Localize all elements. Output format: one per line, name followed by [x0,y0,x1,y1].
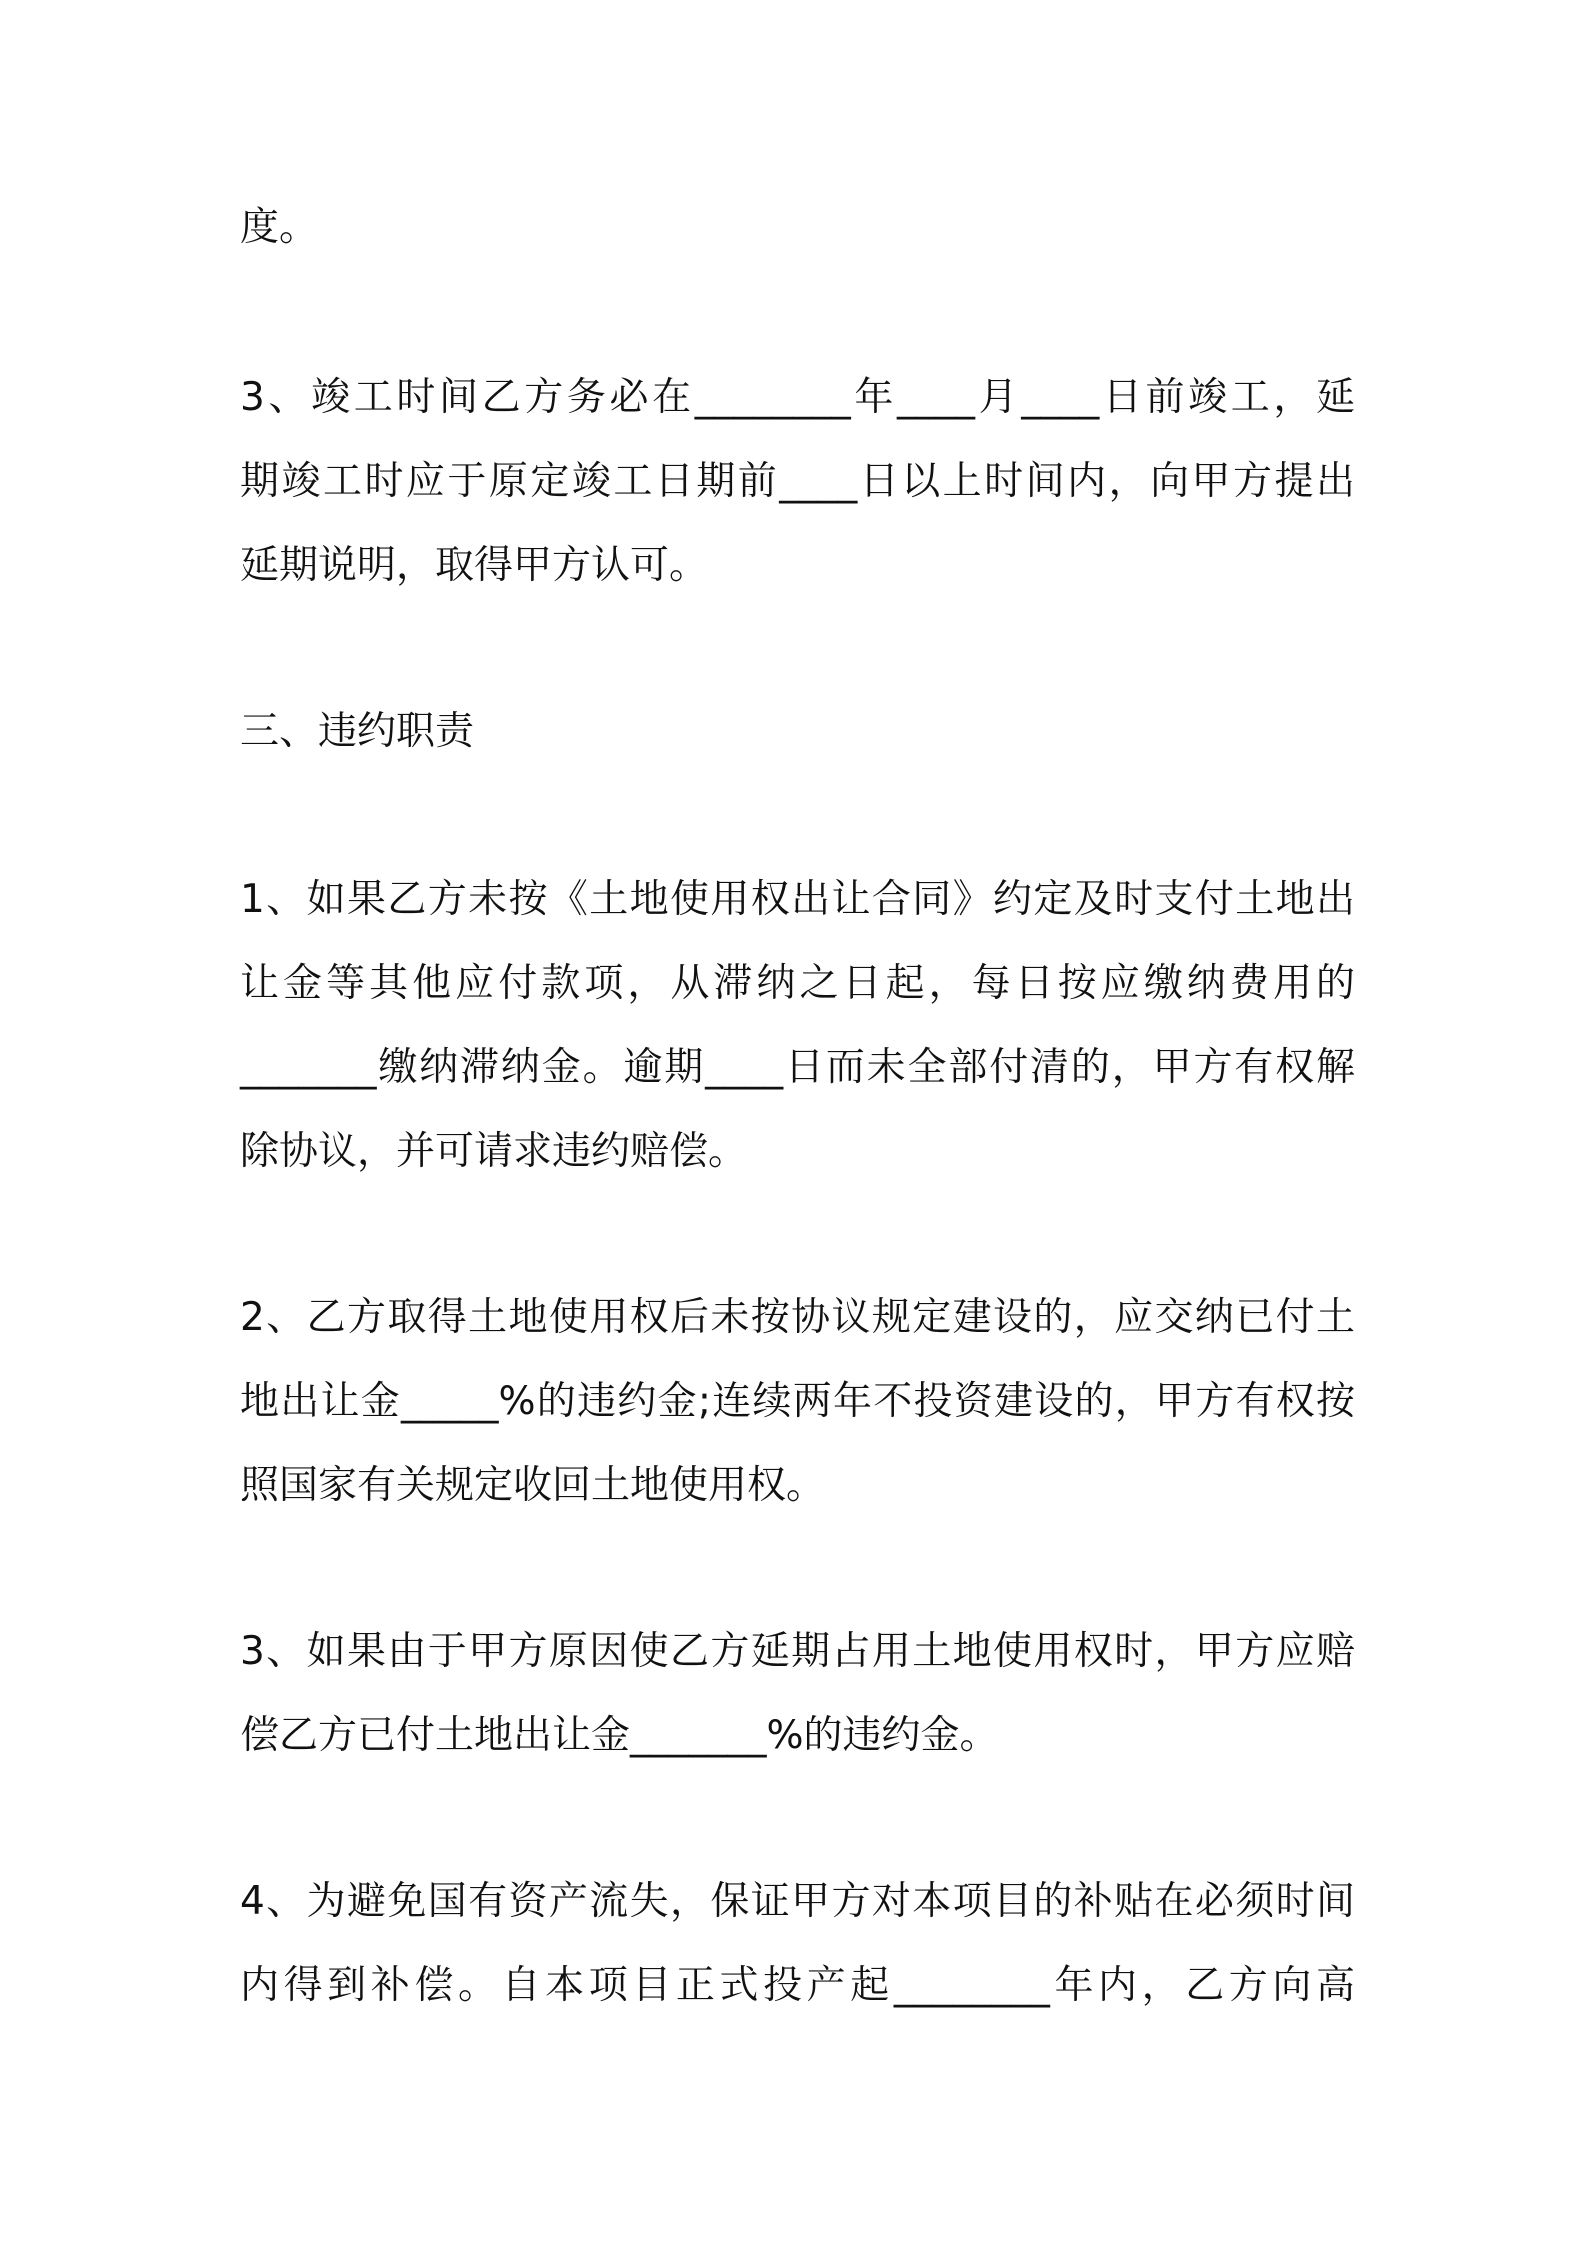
paragraph-line: 3、如果由于甲方原因使乙方延期占用土地使用权时，甲方应赔 [240,1629,1355,1674]
paragraph-line: 4、为避免国有资产流失，保证甲方对本项目的补贴在必须时间 [240,1879,1355,1924]
paragraph-line: 除协议，并可请求违约赔偿。 [240,1129,748,1174]
paragraph-line: 延期说明，取得甲方认可。 [240,543,709,588]
paragraph-line: 地出让金_____%的违约金;连续两年不投资建设的，甲方有权按 [240,1379,1355,1424]
paragraph-line: _______缴纳滞纳金。逾期____日而未全部付清的，甲方有权解 [240,1045,1355,1090]
paragraph-line: 1、如果乙方未按《土地使用权出让合同》约定及时支付土地出 [240,877,1355,922]
paragraph-line: 偿乙方已付土地出让金_______%的违约金。 [240,1713,999,1758]
paragraph-line: 期竣工时应于原定竣工日期前____日以上时间内，向甲方提出 [240,459,1355,504]
paragraph-line: 内得到补偿。自本项目正式投产起________年内，乙方向高 [240,1963,1355,2008]
paragraph-line: 3、竣工时间乙方务必在________年____月____日前竣工，延 [240,375,1355,420]
paragraph-line: 照国家有关规定收回土地使用权。 [240,1463,826,1508]
section-heading: 三、违约职责 [240,709,475,754]
paragraph-line: 度。 [240,205,319,250]
paragraph-line: 2、乙方取得土地使用权后未按协议规定建设的，应交纳已付土 [240,1295,1355,1340]
paragraph-line: 让金等其他应付款项，从滞纳之日起，每日按应缴纳费用的 [240,961,1355,1006]
